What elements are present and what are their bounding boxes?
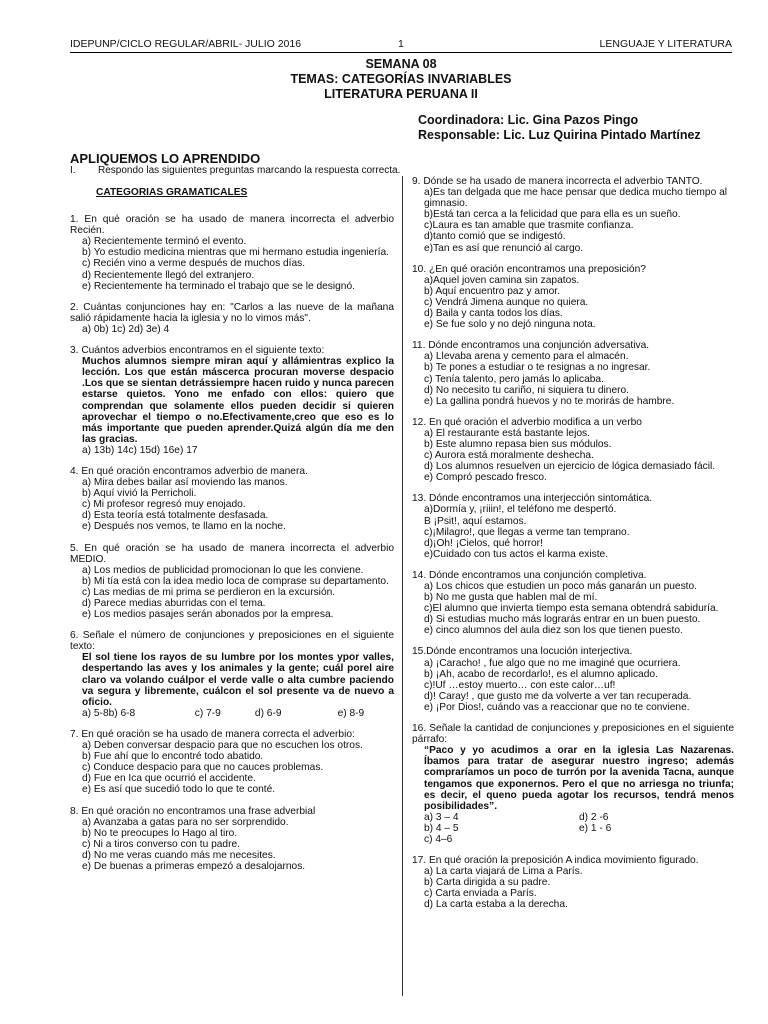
answer-option: a) Mira debes bailar así moviendo las manos. [82, 477, 288, 489]
answer-option: c) Aurora está moralmente deshecha. [424, 450, 594, 462]
question-passage: Muchos alumnos siempre miran aquí y allámientras explico la lección. Los que están máscerca procuran moverse despacio .Los que se sientan detrássiempre hacen ruido y nunca parecen estarse quietos. Yono me enfado con ellos: quiero que comprendan que solamente ellos pueden decidir si quieren aprovechar el tiempo o no.Efectivamente,creo que eso es lo más importante que pueden aprender.Quizá algún día me den las gracias. [82, 356, 394, 445]
question-text: 12. En qué oración el adverbio modifica a un verbo [412, 416, 642, 428]
answer-option: e) Se fue solo y no dejó ninguna nota. [424, 319, 596, 331]
question-block [412, 264, 734, 331]
answer-option: a) El restaurante está bastante lejos. [424, 427, 590, 439]
answer-option: b) ¡Ah, acabo de recordarlo!, es el alumno aplicado. [424, 668, 658, 680]
answer-option: d) 6-9 [254, 707, 282, 719]
answer-option: e) Compró pescado fresco. [424, 472, 547, 484]
page-header [70, 38, 732, 52]
header-subject: LENGUAJE Y LITERATURA [599, 38, 732, 50]
answer-option: c) Tenía talento, pero jamás lo aplicaba. [424, 373, 604, 385]
question-block [70, 543, 394, 621]
answer-option [579, 834, 734, 845]
answer-option: b) 4 – 5 [424, 822, 459, 834]
question-block [412, 176, 734, 254]
instruction-number: I. [70, 165, 76, 176]
answer-option: a) Llevaba arena y cemento para el almacén. [424, 351, 629, 363]
question-block [412, 646, 734, 713]
answer-option: b) Aquí vivió la Perricholi. [82, 488, 197, 500]
question-text: 5. En qué oración se ha usado de manera incorrecta el adverbio MEDIO. [70, 542, 394, 565]
answer-option: e) Después nos vemos, te llamo en la noche. [82, 521, 286, 533]
answer-option-row [412, 823, 734, 834]
answer-option: a) Los medios de publicidad promocionan lo que les conviene. [82, 564, 364, 576]
question-block [412, 417, 734, 484]
instruction-text: Respondo las siguientes preguntas marcando la respuesta correcta. [98, 165, 401, 176]
answer-option: b) Fue ahí que lo encontré todo abatido. [82, 751, 264, 763]
question-text: 3. Cuántos adverbios encontramos en el siguiente texto: [70, 345, 325, 357]
answer-option: c)¡Milagro!, que llegas a verme tan temprano. [424, 526, 630, 538]
left-column [70, 187, 394, 882]
question-block [70, 214, 394, 292]
question-block [412, 493, 734, 560]
question-text: 14. Dónde encontramos una conjunción completiva. [412, 569, 647, 581]
header-page-number: 1 [398, 38, 404, 50]
answer-option: a)Dormía y, ¡riiin!, el teléfono me despertó. [424, 504, 617, 516]
answer-option: c) Vendrá Jimena aunque no quiera. [424, 296, 589, 308]
question-text: 16. Señale la cantidad de conjunciones y preposiciones en el siguiente párrafo: [412, 723, 734, 746]
answer-option: d) Parece medias aburridas con el tema. [82, 598, 266, 609]
answer-option: d) Recientemente llegó del extranjero. [82, 269, 255, 281]
question-block [412, 340, 734, 407]
answer-option: c) Conduce despacio para que no cauces problemas. [82, 762, 324, 774]
answer-option: c) Mi profesor regresó muy enojado. [82, 499, 246, 511]
question-text: 9. Dónde se ha usado de manera incorrecta el adverbio TANTO. [412, 176, 703, 187]
question-text: 10. ¿En qué oración encontramos una preposición? [412, 263, 646, 275]
answer-option: d)! Caray! , que gusto me da volverte a ver tan recuperada. [424, 690, 692, 702]
answer-option: c) Las medias de mi prima se perdieron en la excursión. [82, 586, 336, 598]
coordinator-line: Coordinadora: Lic. Gina Pazos Pingo [418, 113, 639, 127]
answer-option: d) Los alumnos resuelven un ejercicio de lógica demasiado fácil. [424, 461, 716, 473]
question-passage: “Paco y yo acudimos a orar en la iglesia Las Nazarenas. Íbamos para tratar de asegurar nuestro ingreso; además compraríamos un poco de turrón por la avenida Tacna, aunque tengamos que exponernos. Pero el que no arriesga no triunfa; es decir, el queno pueda agotar los recursos, tendrá menos posibilidades”. [424, 745, 734, 812]
answer-option: d) Fue en Ica que ocurrió el accidente. [82, 773, 256, 785]
answer-option: a) 5-8b) 6-8 [82, 707, 136, 719]
document-titles [70, 57, 732, 102]
answer-option: a) 3 – 4 [424, 811, 459, 823]
answer-option: e) Es así que sucedió todo lo que te conté. [82, 784, 276, 796]
responsible-line: Responsable: Lic. Luz Quirina Pintado Martínez [418, 128, 701, 142]
answer-option: c) Carta enviada a París. [424, 888, 537, 900]
answer-option: c)El alumno que invierta tiempo esta semana obtendrá sabiduría. [424, 603, 719, 615]
answer-option: e) cinco alumnos del aula diez son los que tienen puesto. [424, 625, 683, 637]
answer-option: e) De buenas a primeras empezó a desalojarnos. [82, 860, 306, 872]
answer-option: b) Este alumno repasa bien sus módulos. [424, 438, 612, 450]
answer-option: a) 13b) 14c) 15d) 16e) 17 [82, 444, 198, 456]
answer-option: a)Es tan delgada que me hace pensar que dedica mucho tiempo al gimnasio. [424, 187, 727, 210]
answer-option: e) Recientemente ha terminado el trabajo que se le designó. [82, 280, 355, 292]
question-block [70, 729, 394, 796]
answer-option: a) Avanzaba a gatas para no ser sorprendido. [82, 816, 289, 828]
answer-option: B ¡Psit!, aquí estamos. [424, 515, 527, 527]
answer-option: d) 2 -6 [579, 811, 609, 823]
answer-option: c) 4–6 [424, 833, 453, 845]
question-block [412, 855, 734, 910]
answer-option: c) Ni a tiros converso con tu padre. [82, 838, 240, 850]
question-block [70, 345, 394, 456]
answer-option: e) 8-9 [337, 707, 365, 719]
answer-option: d) No me veras cuando más me necesites. [82, 849, 276, 861]
answer-option: a) La carta viajará de Lima a París. [424, 866, 583, 878]
answer-option: e)Cuidado con tus actos el karma existe. [424, 548, 609, 560]
answer-option-row [412, 834, 734, 845]
answer-option-row [412, 812, 734, 823]
question-passage: El sol tiene los rayos de su lumbre por los montes ypor valles, despertando las aves y los animales y la gente; cuál porel aire claro va volando cuálpor el verde valle o alta cumbre paciendo va segura y libremente, cuálcon el sol presente va de nuevo a oficio. [82, 652, 394, 708]
answer-option: c) 7-9 [194, 707, 221, 719]
question-block [70, 302, 394, 335]
answer-option: e) La gallina pondrá huevos y no te morirás de hambre. [424, 395, 675, 407]
header-rule [70, 52, 732, 53]
section-heading: APLIQUEMOS LO APRENDIDO [70, 151, 261, 166]
question-block [412, 723, 734, 845]
right-column [412, 176, 734, 921]
title-literature: LITERATURA PERUANA II [324, 87, 478, 101]
question-block [70, 630, 394, 719]
question-text: 17. En qué oración la preposición A indica movimiento figurado. [412, 855, 699, 867]
answer-option: b) Te pones a estudiar o te resignas a no ingresar. [424, 362, 651, 374]
answer-option: e) 1 - 6 [579, 822, 612, 834]
answer-option: b) Mi tía está con la idea medio loca de comprase su departamento. [82, 575, 389, 587]
answer-option-row [70, 708, 394, 719]
answer-option: d) Baila y canta todos los días. [424, 308, 563, 320]
question-text: 8. En qué oración no encontramos una frase adverbial [70, 805, 316, 817]
instruction [70, 165, 400, 176]
question-block [70, 806, 394, 873]
question-text: 4. En qué oración encontramos adverbio de manera. [70, 465, 308, 477]
title-topics: TEMAS: CATEGORÍAS INVARIABLES [290, 72, 512, 86]
question-block [70, 466, 394, 533]
header-course: IDEPUNP/CICLO REGULAR/ABRIL- JULIO 2016 [70, 38, 302, 50]
answer-option: b) Carta dirigida a su padre. [424, 877, 551, 889]
answer-option: a) Los chicos que estudien un poco más ganarán un puesto. [424, 581, 697, 592]
column-divider [402, 176, 403, 996]
question-text: 7. En qué oración se ha usado de manera correcta el adverbio: [70, 728, 355, 740]
answer-option: a) 0b) 1c) 2d) 3e) 4 [82, 323, 170, 335]
answer-option: d)¡Oh! ¡Cielos, qué horror! [424, 537, 543, 549]
answer-option: b) No te preocupes lo Hago al tiro. [82, 827, 238, 839]
answer-option: a) ¡Caracho! , fue algo que no me imaginé que ocurriera. [424, 657, 681, 669]
question-text: 11. Dónde encontramos una conjunción adversativa. [412, 340, 650, 352]
question-text: 13. Dónde encontramos una interjección sintomática. [412, 493, 653, 505]
coordinators [418, 113, 748, 143]
answer-option: a)Aquel joven camina sin zapatos. [424, 274, 580, 286]
answer-option: d)tanto comió que se indigestó. [424, 231, 566, 243]
answer-option: d) Esta teoría está totalmente desfasada. [82, 510, 269, 522]
answer-option: e) Los medios pasajes serán abonados por la empresa. [82, 609, 334, 621]
answer-option: b) Yo estudio medicina mientras que mi hermano estudia ingeniería. [82, 247, 389, 259]
answer-option: d) No necesito tu cariño, ni siquiera tu dinero. [424, 384, 629, 396]
answer-option: c) Recién vino a verme después de muchos días. [82, 258, 306, 270]
answer-option: a) Deben conversar despacio para que no escuchen los otros. [82, 740, 363, 752]
category-heading: CATEGORIAS GRAMATICALES [96, 187, 248, 198]
answer-option: b) Aquí encuentro paz y amor. [424, 285, 560, 297]
answer-option: a) Recientemente terminó el evento. [82, 236, 247, 248]
answer-option: c)!Uf …estoy muerto… con este calor…uf! [424, 679, 616, 691]
answer-option: b)Está tan cerca a la felicidad que para ella es un sueño. [424, 209, 681, 221]
title-week: SEMANA 08 [365, 57, 437, 71]
question-text: 6. Señale el número de conjunciones y preposiciones en el siguiente texto: [70, 630, 394, 653]
question-text: 1. En qué oración se ha usado de manera incorrecta el adverbio Recién. [70, 214, 394, 237]
answer-option: d) Si estudias mucho más lograrás entrar en un buen puesto. [424, 614, 701, 626]
answer-option: e)Tan es así que renunció al cargo. [424, 242, 584, 254]
question-block [412, 570, 734, 637]
answer-option: c)Laura es tan amable que trasmite confianza. [424, 220, 634, 232]
answer-option: d) La carta estaba a la derecha. [424, 899, 568, 911]
question-text: 2. Cuántas conjunciones hay en: "Carlos a las nueve de la mañana salió rápidamente hacia la iglesia y no lo vimos más". [70, 301, 394, 324]
answer-option: b) No me gusta que hablen mal de mí. [424, 592, 598, 604]
question-text: 15.Dónde encontramos una locución interjectiva. [412, 646, 633, 658]
answer-option: e) ¡Por Dios!, cuándo vas a reaccionar que no te conviene. [424, 701, 690, 713]
